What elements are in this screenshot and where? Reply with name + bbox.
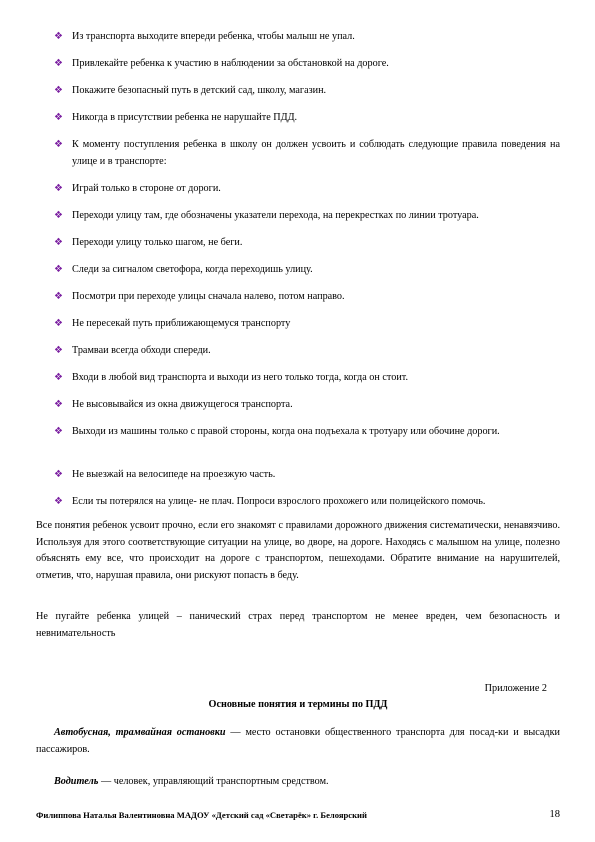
diamond-bullet-icon: ❖ [54,210,63,221]
body-paragraph: Все понятия ребенок усвоит прочно, если его знакомят с правилами дорожного движения систематически, ненавязчиво. Используя для этого соответствующие ситуации на улице, во дворе, на дороге. Находясь с малышом на улице, полезно объяснять ему все, что происходит на дороге с транспортом, пешеходами. Обратите внимание на нарушителей, отметив, что, нарушая правила, они рискуют попасть в беду. [36,520,560,581]
list-item-text: Выходи из машины только с правой стороны, когда она подъехала к тротуару или обочине дороги. [72,426,500,437]
list-item [54,288,560,305]
list-item-text: Трамваи всегда обходи спереди. [72,345,211,356]
term-definition [36,724,560,758]
term-text: — человек, управляющий транспортным средством. [98,776,329,787]
list-item [54,261,560,278]
list-item-text: Играй только в стороне от дороги. [72,183,221,194]
list-item [54,342,560,359]
section-title: Основные понятия и термины по ПДД [208,699,388,710]
list-item-text: Входи в любой вид транспорта и выходи из него только тогда, когда он стоит. [72,372,409,383]
list-item [54,369,560,386]
list-item [54,55,560,72]
term-text: — место остановки общественного транспорта для посад-ки и высадки пассажиров. [36,727,560,755]
list-item [54,315,560,332]
diamond-bullet-icon: ❖ [54,237,63,248]
list-item-text: Не пересекай путь приближающемуся транспорту [72,318,291,329]
diamond-bullet-icon: ❖ [54,469,63,480]
diamond-bullet-icon: ❖ [54,31,63,42]
page-footer [36,809,560,821]
diamond-bullet-icon: ❖ [54,139,63,150]
list-item-text: Если ты потерялся на улице- не плач. Попроси взрослого прохожего или полицейского помочь. [72,496,486,507]
list-item-text: Покажите безопасный путь в детский сад, школу, магазин. [72,85,327,96]
list-item-text: Из транспорта выходите впереди ребенка, чтобы малыш не упал. [72,31,355,42]
diamond-bullet-icon: ❖ [54,112,63,123]
list-item [54,493,560,510]
diamond-bullet-icon: ❖ [54,85,63,96]
footer-author: Филиппова Наталья Валентиновна МАДОУ «Детский сад «Светарёк» г. Белоярский [36,810,367,820]
term-definition [36,773,560,790]
list-item-text: Переходи улицу только шагом, не беги. [72,237,243,248]
term-name: Автобусная, трамвайная остановки [54,727,226,738]
diamond-bullet-icon: ❖ [54,183,63,194]
diamond-bullet-icon: ❖ [54,426,63,437]
list-item [54,82,560,99]
list-item-text: Привлекайте ребенка к участию в наблюдении за обстановкой на дороге. [72,58,389,69]
diamond-bullet-icon: ❖ [54,291,63,302]
list-item [54,234,560,251]
list-item-text: К моменту поступления ребенка в школу он должен усвоить и соблюдать следующие правила поведения на улице и в транспорте: [72,139,560,167]
diamond-bullet-icon: ❖ [54,264,63,275]
diamond-bullet-icon: ❖ [54,58,63,69]
list-item-text: Не выезжай на велосипеде на проезжую часть. [72,469,276,480]
list-item [54,207,560,224]
list-item-text: Посмотри при переходе улицы сначала налево, потом направо. [72,291,345,302]
list-item [54,466,560,483]
diamond-bullet-icon: ❖ [54,318,63,329]
page-number: 18 [549,809,560,820]
list-item-text: Никогда в присутствии ребенка не нарушайте ПДД. [72,112,298,123]
list-item [54,109,560,126]
diamond-bullet-icon: ❖ [54,399,63,410]
list-item [54,396,560,413]
list-item [54,180,560,197]
list-item [54,423,560,440]
list-item-text: Не высовывайся из окна движущегося транспорта. [72,399,293,410]
body-paragraph: Не пугайте ребенка улицей – панический страх перед транспортом не менее вреден, чем безопасность и невнимательность [36,611,560,639]
diamond-bullet-icon: ❖ [54,372,63,383]
list-item [54,28,560,45]
list-item [54,136,560,170]
list-item-text: Следи за сигналом светофора, когда переходишь улицу. [72,264,313,275]
term-name: Водитель [54,776,99,787]
list-item-text: Переходи улицу там, где обозначены указатели перехода, на перекрестках по линии тротуара. [72,210,479,221]
diamond-bullet-icon: ❖ [54,345,63,356]
appendix-label: Приложение 2 [484,683,547,694]
diamond-bullet-icon: ❖ [54,496,63,507]
